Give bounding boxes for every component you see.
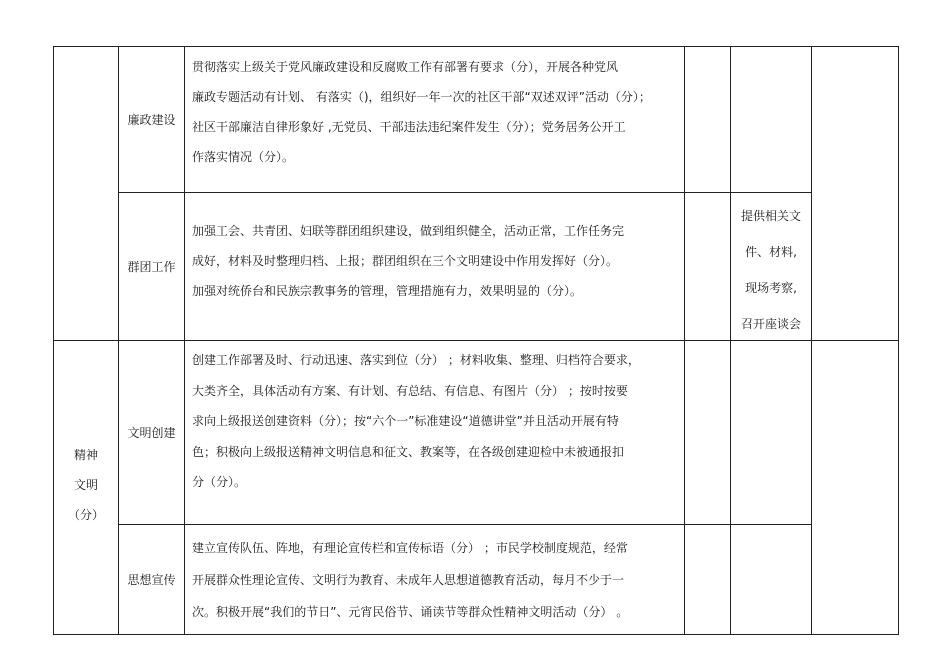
criteria-line: 开展群众性理论宣传、文明行为教育、未成年人思想道德教育活动，每月不少于一: [192, 573, 625, 587]
category-label: [54, 440, 118, 530]
criteria-text: [192, 345, 682, 498]
criteria-line: 廉政专题活动有计划、 有落实（)，组织好一年一次的社区干部“双述双评”活动（分）；: [192, 90, 651, 104]
col-divider-2: [184, 46, 185, 635]
criteria-line: 求向上级报送创建资料（分）；按“六个一”标准建设“道德讲堂”并且活动开展有特: [192, 414, 619, 428]
item-label: [119, 341, 184, 524]
criteria-text: [192, 52, 682, 172]
item-label: [119, 193, 184, 340]
category-line: 精神: [73, 448, 98, 462]
method-text: [731, 198, 811, 342]
criteria-line: 加强工会、共青团、妇联等群团组织建设，做到组织健全，活动正常，工作任务完: [192, 224, 625, 238]
criteria-line: 色；积极向上级报送精神文明信息和征文、教案等，在各级创建迎检中未被通报扣: [192, 444, 625, 459]
item-label-text: 群团工作: [127, 259, 176, 274]
category-line: （分）: [67, 508, 104, 522]
criteria-line: 分（分）。: [192, 475, 247, 489]
col-divider-3: [684, 46, 685, 635]
table-border-bottom: [53, 634, 898, 635]
item-label: [119, 47, 184, 192]
item-label-text: 廉政建设: [127, 112, 176, 127]
criteria-line: 创建工作部署及时、行动迅速、落实到位（分） ；材料收集、整理、归档符合要求，: [192, 353, 640, 367]
criteria-line: 作落实情况（分）。: [192, 150, 295, 164]
item-label-text: 文明创建: [127, 425, 176, 440]
method-line: 件、材料,: [745, 245, 797, 259]
criteria-text: [192, 532, 682, 628]
criteria-text: [192, 216, 682, 306]
criteria-line: 大类齐全，具体活动有方案、有计划、有总结、有信息、有图片（分） ；按时按要: [192, 383, 628, 398]
row-divider-1: [118, 192, 811, 193]
category-line: 文明: [73, 478, 98, 492]
method-line: 召开座谈会: [740, 317, 801, 331]
criteria-line: 社区干部廉洁自律形象好 ,无党员、干部违法违纪案件发生（分）；党务居务公开工: [192, 120, 626, 134]
row-divider-2: [118, 524, 811, 525]
method-line: 现场考察,: [745, 281, 797, 295]
criteria-line: 加强对统侨台和民族宗教事务的管理，管理措施有力，效果明显的（分）。: [192, 284, 583, 298]
criteria-line: 建立宣传队伍、阵地，有理论宣传栏和宣传标语（分） ；市民学校制度规范，经常: [192, 541, 628, 555]
criteria-line: 次。积极开展“我们的节日”、元宵民俗节、诵读节等群众性精神文明活动（分） 。: [192, 605, 629, 619]
method-line: 提供相关文: [740, 209, 801, 223]
col-divider-5: [811, 46, 812, 635]
criteria-line: 贯彻落实上级关于党风廉政建设和反腐败工作有部署有要求（分），开展各种党风: [192, 60, 619, 74]
item-label-text: 思想宣传: [127, 572, 176, 587]
table-border-right: [898, 46, 899, 635]
item-label: [119, 525, 184, 634]
table-border-left: [53, 46, 54, 635]
criteria-line: 成好，材料及时整理归档、上报；群团组织在三个文明建设中作用发挥好（分）。: [192, 254, 619, 268]
